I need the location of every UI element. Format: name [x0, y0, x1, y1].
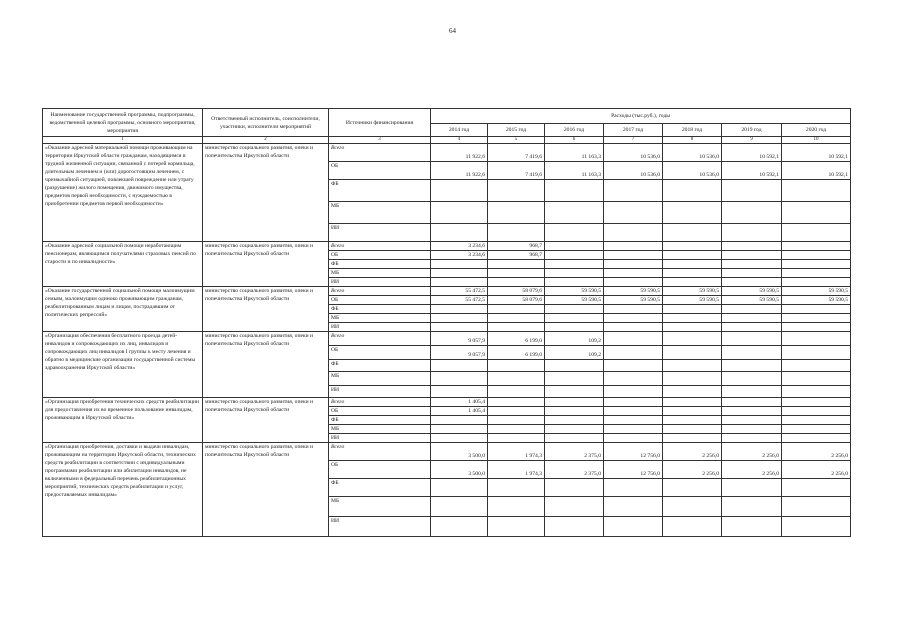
amount-cell: [604, 416, 663, 425]
amount-cell: [488, 479, 545, 497]
amount-cell: [604, 360, 663, 372]
header-name: Наименование государственной программы, подпрограммы, ведомственной целевой программы, основного мероприятия, мероприятия: [43, 109, 203, 137]
amount-cell: 7 419,6: [488, 162, 545, 180]
amount-cell: [604, 497, 663, 517]
amount-cell: 7 419,6: [488, 144, 545, 162]
amount-cell: 968,7: [488, 242, 545, 251]
amount-cell: 2 256,0: [663, 461, 722, 479]
header-column-number: 6: [545, 137, 604, 144]
measure-executor: министерство социального развития, опеки и попечительства Иркутской области: [203, 242, 329, 287]
amount-cell: 59 590,5: [545, 296, 604, 305]
amount-cell: [545, 305, 604, 314]
amount-cell: [431, 425, 488, 434]
amount-cell: [488, 517, 545, 537]
amount-cell: [488, 224, 545, 242]
amount-cell: [604, 398, 663, 407]
amount-cell: 109,2: [545, 332, 604, 346]
amount-cell: [545, 202, 604, 224]
amount-cell: [604, 180, 663, 202]
amount-cell: [663, 386, 722, 398]
amount-cell: [782, 372, 851, 386]
amount-cell: [545, 416, 604, 425]
amount-cell: 10 536,0: [604, 144, 663, 162]
amount-cell: [782, 323, 851, 332]
amount-cell: 59 590,5: [722, 296, 782, 305]
amount-cell: [431, 479, 488, 497]
amount-cell: 3 234,6: [431, 251, 488, 260]
table-row: [43, 287, 851, 296]
amount-cell: [488, 497, 545, 517]
page-number: 64: [449, 27, 456, 35]
amount-cell: [663, 346, 722, 360]
amount-cell: [488, 434, 545, 443]
amount-cell: 3 500,0: [431, 461, 488, 479]
amount-cell: [545, 314, 604, 323]
funding-source: ИИ: [329, 386, 431, 398]
header-year: 2015 год: [488, 124, 545, 137]
amount-cell: 3 500,0: [431, 443, 488, 461]
header-expenses: Расходы (тыс.руб.), годы: [431, 109, 851, 124]
amount-cell: [604, 323, 663, 332]
table-row: [43, 332, 851, 346]
amount-cell: [431, 416, 488, 425]
amount-cell: 59 590,5: [663, 296, 722, 305]
funding-source: Всего: [329, 287, 431, 296]
amount-cell: [663, 314, 722, 323]
amount-cell: [604, 278, 663, 287]
amount-cell: 1 405,4: [431, 407, 488, 416]
funding-source: Всего: [329, 242, 431, 251]
amount-cell: [663, 425, 722, 434]
amount-cell: [604, 372, 663, 386]
funding-source: ОБ: [329, 461, 431, 479]
amount-cell: [545, 434, 604, 443]
amount-cell: 10 536,0: [663, 162, 722, 180]
amount-cell: [604, 332, 663, 346]
amount-cell: 2 256,0: [782, 443, 851, 461]
amount-cell: [431, 269, 488, 278]
amount-cell: [545, 269, 604, 278]
amount-cell: [722, 497, 782, 517]
funding-source: Всего: [329, 144, 431, 162]
amount-cell: [604, 202, 663, 224]
amount-cell: 55 472,5: [431, 296, 488, 305]
amount-cell: 2 375,0: [545, 443, 604, 461]
amount-cell: [488, 260, 545, 269]
amount-cell: [488, 416, 545, 425]
amount-cell: 11 163,3: [545, 162, 604, 180]
funding-source: ОБ: [329, 251, 431, 260]
amount-cell: [663, 479, 722, 497]
funding-source: ИИ: [329, 323, 431, 332]
amount-cell: [431, 305, 488, 314]
amount-cell: [488, 269, 545, 278]
amount-cell: [663, 407, 722, 416]
amount-cell: 59 590,5: [604, 287, 663, 296]
amount-cell: [431, 497, 488, 517]
amount-cell: 11 922,6: [431, 162, 488, 180]
amount-cell: [545, 360, 604, 372]
amount-cell: [782, 269, 851, 278]
funding-source: ОБ: [329, 407, 431, 416]
amount-cell: 59 590,5: [604, 296, 663, 305]
amount-cell: [782, 407, 851, 416]
amount-cell: [663, 434, 722, 443]
header-year: 2014 год: [431, 124, 488, 137]
amount-cell: [545, 398, 604, 407]
amount-cell: [545, 251, 604, 260]
amount-cell: [722, 269, 782, 278]
amount-cell: 10 592,1: [722, 144, 782, 162]
amount-cell: 12 756,0: [604, 461, 663, 479]
amount-cell: [782, 224, 851, 242]
amount-cell: [782, 497, 851, 517]
amount-cell: [545, 517, 604, 537]
funding-source: МБ: [329, 497, 431, 517]
funding-source: ФБ: [329, 260, 431, 269]
amount-cell: 12 756,0: [604, 443, 663, 461]
amount-cell: [722, 305, 782, 314]
amount-cell: [488, 407, 545, 416]
amount-cell: [488, 202, 545, 224]
amount-cell: 2 256,0: [663, 443, 722, 461]
amount-cell: [604, 434, 663, 443]
amount-cell: [488, 314, 545, 323]
amount-cell: [663, 260, 722, 269]
amount-cell: 10 536,0: [604, 162, 663, 180]
header-year: 2017 год: [604, 124, 663, 137]
funding-source: Всего: [329, 443, 431, 461]
amount-cell: [545, 242, 604, 251]
amount-cell: [488, 278, 545, 287]
amount-cell: [545, 278, 604, 287]
amount-cell: [782, 346, 851, 360]
amount-cell: [782, 386, 851, 398]
header-column-number: 7: [604, 137, 663, 144]
amount-cell: [663, 269, 722, 278]
amount-cell: 58 079,6: [488, 287, 545, 296]
amount-cell: [604, 407, 663, 416]
amount-cell: [722, 425, 782, 434]
measure-name: «Организация приобретения, доставки и выдачи инвалидам, проживающим на территории Иркутской области, технических средств реабилитации в соответствии с индивидуальными программами реабилитации или абилитации инвалидов, не включенными в федеральный перечень реабилитационных мероприятий, технических средств реабилитации и услуг, предоставляемых инвалидам»: [43, 443, 203, 537]
funding-source: МБ: [329, 314, 431, 323]
amount-cell: [488, 425, 545, 434]
funding-source: ИИ: [329, 224, 431, 242]
amount-cell: 9 057,9: [431, 332, 488, 346]
amount-cell: [431, 323, 488, 332]
amount-cell: [663, 224, 722, 242]
funding-source: МБ: [329, 269, 431, 278]
measure-executor: министерство социального развития, опеки и попечительства Иркутской области: [203, 398, 329, 443]
amount-cell: [545, 386, 604, 398]
table-row: [43, 144, 851, 162]
amount-cell: [545, 497, 604, 517]
amount-cell: [782, 202, 851, 224]
table-row: [43, 443, 851, 461]
funding-source: ИИ: [329, 278, 431, 287]
amount-cell: [782, 434, 851, 443]
funding-source: МБ: [329, 372, 431, 386]
amount-cell: 1 405,4: [431, 398, 488, 407]
amount-cell: [431, 180, 488, 202]
amount-cell: [782, 398, 851, 407]
amount-cell: [545, 180, 604, 202]
amount-cell: [782, 278, 851, 287]
amount-cell: [782, 479, 851, 497]
amount-cell: [663, 372, 722, 386]
amount-cell: [782, 360, 851, 372]
amount-cell: [782, 314, 851, 323]
amount-cell: [431, 314, 488, 323]
amount-cell: [663, 202, 722, 224]
amount-cell: [431, 517, 488, 537]
header-year: 2020 год: [782, 124, 851, 137]
header-column-number: 10: [782, 137, 851, 144]
amount-cell: [782, 251, 851, 260]
amount-cell: [722, 407, 782, 416]
amount-cell: [663, 360, 722, 372]
amount-cell: 59 590,5: [545, 287, 604, 296]
funding-source: МБ: [329, 425, 431, 434]
amount-cell: [604, 425, 663, 434]
amount-cell: [722, 346, 782, 360]
amount-cell: [604, 346, 663, 360]
amount-cell: [545, 479, 604, 497]
amount-cell: [722, 386, 782, 398]
measure-name: «Оказание государственной социальной помощи малоимущим семьям, малоимущим одиноко проживающим гражданам, реабилитированным лицам и лицам, пострадавшим от политических репрессий»: [43, 287, 203, 332]
amount-cell: [663, 497, 722, 517]
amount-cell: [663, 398, 722, 407]
funding-source: ИИ: [329, 517, 431, 537]
amount-cell: [604, 260, 663, 269]
amount-cell: [604, 314, 663, 323]
funding-source: ФБ: [329, 479, 431, 497]
amount-cell: [604, 479, 663, 497]
funding-source: Всего: [329, 332, 431, 346]
measure-executor: министерство социального развития, опеки и попечительства Иркутской области: [203, 287, 329, 332]
funding-source: ОБ: [329, 346, 431, 360]
measure-executor: министерство социального развития, опеки и попечительства Иркутской области: [203, 144, 329, 242]
amount-cell: [431, 202, 488, 224]
amount-cell: [782, 425, 851, 434]
amount-cell: 10 536,0: [663, 144, 722, 162]
amount-cell: [604, 251, 663, 260]
amount-cell: [722, 332, 782, 346]
amount-cell: [663, 242, 722, 251]
amount-cell: [488, 386, 545, 398]
amount-cell: 2 256,0: [782, 461, 851, 479]
amount-cell: [722, 180, 782, 202]
amount-cell: [782, 242, 851, 251]
amount-cell: [722, 434, 782, 443]
amount-cell: [782, 517, 851, 537]
funding-source: ИИ: [329, 434, 431, 443]
header-year: 2018 год: [663, 124, 722, 137]
amount-cell: 109,2: [545, 346, 604, 360]
amount-cell: [604, 269, 663, 278]
amount-cell: [604, 242, 663, 251]
amount-cell: [604, 224, 663, 242]
budget-table: [42, 108, 851, 537]
measure-name: «Оказание адресной социальной помощи неработающим пенсионерам, являющимся получателями страховых пенсий по старости и по инвалидности»: [43, 242, 203, 287]
amount-cell: [488, 360, 545, 372]
header-column-number: 9: [722, 137, 782, 144]
amount-cell: 2 256,0: [722, 461, 782, 479]
amount-cell: 10 592,1: [782, 144, 851, 162]
amount-cell: [663, 305, 722, 314]
amount-cell: [663, 416, 722, 425]
amount-cell: [722, 372, 782, 386]
amount-cell: 59 590,5: [782, 296, 851, 305]
measure-executor: министерство социального развития, опеки и попечительства Иркутской области: [203, 332, 329, 398]
amount-cell: [431, 260, 488, 269]
amount-cell: [488, 398, 545, 407]
amount-cell: 55 472,5: [431, 287, 488, 296]
amount-cell: 1 974,3: [488, 461, 545, 479]
amount-cell: [722, 251, 782, 260]
amount-cell: [722, 416, 782, 425]
amount-cell: 11 163,3: [545, 144, 604, 162]
amount-cell: [431, 372, 488, 386]
amount-cell: [604, 305, 663, 314]
amount-cell: [431, 278, 488, 287]
funding-source: ФБ: [329, 305, 431, 314]
amount-cell: [545, 224, 604, 242]
amount-cell: [722, 517, 782, 537]
amount-cell: 3 234,6: [431, 242, 488, 251]
amount-cell: [722, 314, 782, 323]
amount-cell: [488, 305, 545, 314]
amount-cell: [722, 242, 782, 251]
amount-cell: [663, 251, 722, 260]
amount-cell: [488, 180, 545, 202]
amount-cell: [663, 180, 722, 202]
header-year: 2019 год: [722, 124, 782, 137]
amount-cell: 10 592,1: [722, 162, 782, 180]
funding-source: ФБ: [329, 180, 431, 202]
amount-cell: 1 974,3: [488, 443, 545, 461]
amount-cell: [782, 332, 851, 346]
amount-cell: [545, 407, 604, 416]
amount-cell: [488, 323, 545, 332]
amount-cell: [782, 416, 851, 425]
header-source: Источники финансирования: [329, 109, 431, 137]
amount-cell: [663, 278, 722, 287]
funding-source: ОБ: [329, 296, 431, 305]
amount-cell: [488, 372, 545, 386]
header-executor: Ответственный исполнитель, соисполнители, участники, исполнители мероприятий: [203, 109, 329, 137]
funding-source: МБ: [329, 202, 431, 224]
amount-cell: 2 256,0: [722, 443, 782, 461]
amount-cell: 2 375,0: [545, 461, 604, 479]
amount-cell: 59 590,5: [782, 287, 851, 296]
amount-cell: [722, 202, 782, 224]
amount-cell: [722, 398, 782, 407]
amount-cell: [604, 517, 663, 537]
header-column-number: 5: [488, 137, 545, 144]
amount-cell: [782, 305, 851, 314]
funding-source: ФБ: [329, 360, 431, 372]
amount-cell: 9 057,9: [431, 346, 488, 360]
measure-name: «Организация обеспечения бесплатного проезда детей-инвалидов и сопровождающих их лиц, инвалидов и сопровождающих лиц инвалидов I группы к месту лечения и обратно в медицинские организации государственной системы здравоохранения Иркутской области»: [43, 332, 203, 398]
amount-cell: 59 590,5: [663, 287, 722, 296]
amount-cell: [431, 224, 488, 242]
measure-executor: министерство социального развития, опеки и попечительства Иркутской области: [203, 443, 329, 537]
amount-cell: [545, 323, 604, 332]
amount-cell: 59 590,5: [722, 287, 782, 296]
amount-cell: [545, 260, 604, 269]
amount-cell: [782, 180, 851, 202]
measure-name: «Организация приобретения технических средств реабилитации для предоставления их во временное пользование инвалидам, проживающим в Иркутской области»: [43, 398, 203, 443]
amount-cell: [663, 332, 722, 346]
funding-source: Всего: [329, 398, 431, 407]
amount-cell: 6 199,0: [488, 332, 545, 346]
amount-cell: 10 592,1: [782, 162, 851, 180]
amount-cell: 11 922,6: [431, 144, 488, 162]
amount-cell: [545, 425, 604, 434]
amount-cell: 6 199,0: [488, 346, 545, 360]
amount-cell: [663, 517, 722, 537]
amount-cell: [722, 224, 782, 242]
amount-cell: [431, 360, 488, 372]
header-column-number: 8: [663, 137, 722, 144]
amount-cell: [722, 323, 782, 332]
header-column-number: 1: [43, 137, 203, 144]
amount-cell: [431, 386, 488, 398]
amount-cell: [722, 278, 782, 287]
amount-cell: [545, 372, 604, 386]
funding-source: ОБ: [329, 162, 431, 180]
amount-cell: [722, 360, 782, 372]
header-column-number: 3: [329, 137, 431, 144]
table-row: [43, 242, 851, 251]
amount-cell: [604, 386, 663, 398]
amount-cell: [722, 260, 782, 269]
header-column-number: 2: [203, 137, 329, 144]
amount-cell: [722, 479, 782, 497]
amount-cell: [431, 434, 488, 443]
table-row: [43, 398, 851, 407]
header-year: 2016 год: [545, 124, 604, 137]
header-column-number: 4: [431, 137, 488, 144]
amount-cell: 58 079,6: [488, 296, 545, 305]
amount-cell: [782, 260, 851, 269]
measure-name: «Оказание адресной материальной помощи проживающим на территории Иркутской области гражданам, находящимся в трудной жизненной ситуации, связанной с потерей кормильца, длительным лечением и (или) дорогостоящим лечением, с чрезвычайной ситуацией, повлекшей повреждение или утрату (разрушение) жилого помещения, движимого имущества, предметов первой необходимости, с нуждаемостью в приобретении предметов первой необходимости»: [43, 144, 203, 242]
amount-cell: [663, 323, 722, 332]
funding-source: ФБ: [329, 416, 431, 425]
amount-cell: 968,7: [488, 251, 545, 260]
